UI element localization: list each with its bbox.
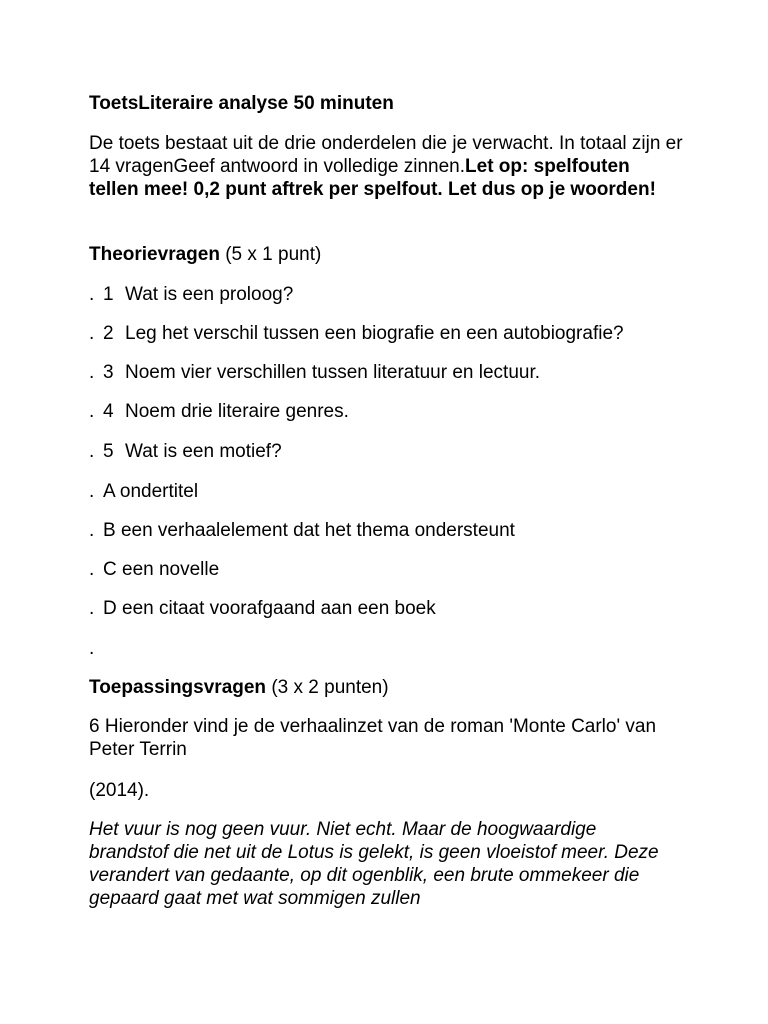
novel-excerpt: Het vuur is nog geen vuur. Niet echt. Maar de hoogwaardige brandstof die net uit de Lotus is gelekt, is geen vloeistof meer. Deze verandert van gedaante, op dit ogenblik, een brute ommekeer die gepaard gaat met wat sommigen zullen [89, 819, 659, 909]
list-marker: . [89, 362, 95, 383]
application-points: (3 x 2 punten) [271, 677, 389, 698]
list-marker: . [89, 323, 95, 344]
list-marker: . [89, 441, 95, 462]
question-5 [89, 440, 282, 463]
list-marker: . [89, 401, 95, 422]
list-marker: . [89, 638, 95, 659]
question-text: Noem drie literaire genres. [125, 401, 349, 422]
list-marker: . [89, 284, 95, 305]
option-a [89, 480, 198, 503]
option-text: C een novelle [103, 559, 220, 580]
question-number: 1 [103, 284, 114, 305]
question-3 [89, 361, 540, 384]
question-2 [89, 322, 624, 345]
question-6-year: (2014). [89, 780, 150, 801]
option-b [89, 519, 515, 542]
question-number: 2 [103, 323, 114, 344]
list-marker: . [89, 559, 95, 580]
intro-text: De toets bestaat uit de drie onderdelen die je verwacht. In totaal zijn er 14 vragenGeef antwoord in volledige zinnen. [89, 133, 683, 177]
theory-heading [89, 243, 321, 266]
question-text: Wat is een proloog? [125, 284, 294, 305]
intro-warning: Let op: spelfouten tellen mee! 0,2 punt aftrek per spelfout. Let dus op je woorden! [89, 156, 656, 200]
empty-list-item [89, 637, 94, 660]
question-text: Leg het verschil tussen een biografie en een autobiografie? [125, 323, 624, 344]
question-number: 5 [103, 441, 114, 462]
list-marker: . [89, 481, 95, 502]
option-text: A ondertitel [103, 481, 199, 502]
document-title: ToetsLiteraire analyse 50 minuten [89, 93, 394, 114]
list-marker: . [89, 598, 95, 619]
application-heading [89, 676, 389, 699]
question-1 [89, 283, 293, 306]
question-text: Noem vier verschillen tussen literatuur en lectuur. [125, 362, 541, 383]
intro-paragraph [89, 132, 684, 201]
question-text: Wat is een motief? [125, 441, 282, 462]
theory-points: (5 x 1 punt) [225, 244, 322, 265]
option-text: B een verhaalelement dat het thema ondersteunt [103, 520, 515, 541]
list-marker: . [89, 520, 95, 541]
theory-heading-label: Theorievragen [89, 244, 220, 265]
question-number: 3 [103, 362, 114, 383]
question-number: 4 [103, 401, 114, 422]
question-6-text: 6 Hieronder vind je de verhaalinzet van de roman 'Monte Carlo' van Peter Terrin [89, 716, 657, 760]
option-d [89, 597, 436, 620]
option-text: D een citaat voorafgaand aan een boek [103, 598, 436, 619]
application-heading-label: Toepassingsvragen [89, 677, 267, 698]
question-4 [89, 400, 349, 423]
option-c [89, 558, 219, 581]
